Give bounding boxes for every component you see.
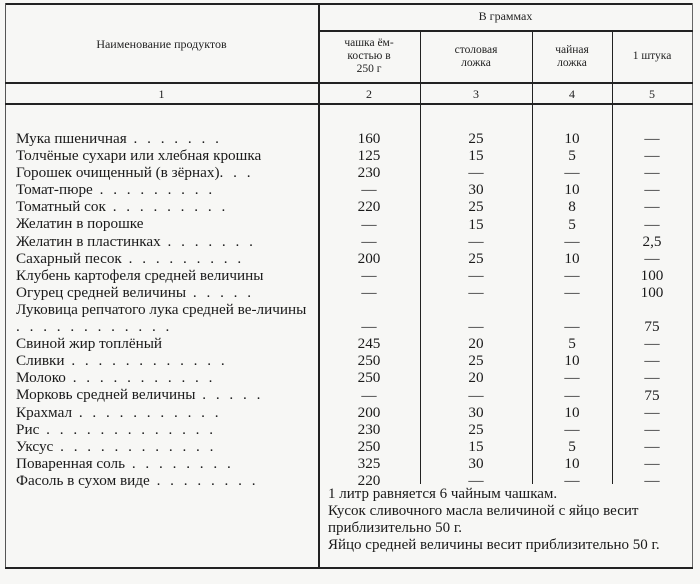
cup-value: 250 — [357, 369, 381, 387]
teaspoon-value: — — [564, 369, 580, 387]
table-row — [0, 335, 700, 352]
column-header-cup: чашка ём- костью в 250 г — [344, 37, 394, 75]
product-name — [16, 472, 316, 489]
leader-dots: . . . . . . . . . . . . — [64, 352, 228, 370]
table-row — [0, 181, 700, 198]
tablespoon-value: — — [468, 386, 484, 404]
leader-dots: . . . . . . . . . . . . — [16, 317, 173, 335]
piece-value: — — [644, 130, 660, 148]
piece-value: 100 — [640, 283, 664, 301]
footnote-liter: 1 литр равняется 6 чайным чашкам. — [328, 486, 558, 502]
piece-value: — — [644, 437, 660, 455]
teaspoon-value: — — [564, 471, 580, 489]
product-name — [16, 421, 316, 438]
product-name-text: Поваренная соль — [16, 454, 126, 472]
cup-value: 220 — [357, 471, 381, 489]
cup-value: 230 — [357, 420, 381, 438]
product-name-text: Огурец средней величины — [16, 283, 187, 301]
leader-dots: . . . . . . . . . . . . . — [39, 420, 217, 438]
column-number-2: 2 — [366, 87, 372, 101]
teaspoon-value: 10 — [564, 352, 580, 370]
group-header-in-grams: В граммах — [478, 9, 533, 23]
product-name — [16, 233, 316, 250]
leader-dots: . . . — [219, 164, 254, 182]
piece-value: 75 — [644, 318, 660, 336]
piece-value: — — [644, 352, 660, 370]
leader-dots: . . . . . — [195, 386, 264, 404]
group-header-divider — [318, 30, 693, 32]
table-row — [0, 147, 700, 164]
column-number-5: 5 — [649, 87, 655, 101]
leader-dots: . . . . . . . . . . . — [65, 369, 216, 387]
cup-value: — — [361, 215, 377, 233]
product-name — [16, 335, 316, 352]
teaspoon-value: 5 — [568, 437, 576, 455]
table-row — [0, 130, 700, 147]
piece-value: — — [644, 454, 660, 472]
cup-value: 125 — [357, 147, 381, 165]
product-name — [16, 250, 316, 267]
footnote-left-border — [318, 485, 320, 568]
header-bottom-line — [5, 82, 693, 84]
cup-value: — — [361, 283, 377, 301]
cup-value: 200 — [357, 403, 381, 421]
product-name-text: Томат-пюре — [16, 181, 93, 199]
leader-dots: . . . . . . . . . — [105, 198, 229, 216]
piece-value: 2,5 — [642, 232, 662, 250]
product-name — [16, 404, 316, 421]
leader-dots: . . . . . . . . — [149, 471, 259, 489]
product-name-text: Желатин в пластинках — [16, 232, 161, 250]
teaspoon-value: 5 — [568, 215, 576, 233]
product-column-header: Наименование продуктов — [96, 37, 227, 51]
footnotes — [328, 486, 690, 554]
tablespoon-value: 20 — [468, 335, 484, 353]
table-bottom-border — [5, 567, 693, 569]
teaspoon-value: — — [564, 232, 580, 250]
tablespoon-value: 15 — [468, 215, 484, 233]
table-row — [0, 352, 700, 369]
product-name — [16, 130, 316, 147]
tablespoon-value: — — [468, 318, 484, 336]
leader-dots: . . . . . . . . — [125, 454, 234, 472]
piece-value: — — [644, 181, 660, 199]
product-name-text: Морковь средней величины — [16, 386, 196, 404]
table-row — [0, 386, 700, 403]
product-name-text: Крахмал — [16, 403, 73, 421]
table-row — [0, 215, 700, 232]
table-row — [0, 267, 700, 284]
product-name-text: Свиной жир топлёный — [16, 335, 163, 353]
product-name — [16, 164, 316, 181]
tablespoon-value: 15 — [468, 147, 484, 165]
cup-value: 160 — [357, 130, 381, 148]
leader-dots: . . . . . . . — [160, 232, 256, 250]
column-number-3: 3 — [473, 87, 479, 101]
cup-value: 245 — [357, 335, 381, 353]
column-header-piece: 1 штука — [632, 50, 672, 62]
piece-value: — — [644, 164, 660, 182]
tablespoon-value: 20 — [468, 369, 484, 387]
teaspoon-value: 10 — [564, 403, 580, 421]
product-name-text: Мука пшеничная — [16, 130, 127, 147]
table-row — [0, 198, 700, 215]
product-name-text: Сахарный песок — [16, 249, 122, 267]
table-row — [0, 421, 700, 438]
table-row — [0, 250, 700, 267]
product-name-text: Толчёные сухари или хлебная крошка — [16, 147, 262, 165]
piece-value: — — [644, 369, 660, 387]
product-name — [16, 215, 316, 232]
tablespoon-value: — — [468, 266, 484, 284]
product-name — [16, 284, 316, 301]
leader-dots: . . . . . . . — [126, 130, 222, 147]
leader-dots: . . . . . . . . . — [92, 181, 216, 199]
cup-value: 325 — [357, 454, 381, 472]
table-row — [0, 301, 700, 335]
product-name-text: Фасоль в сухом виде — [16, 471, 150, 489]
teaspoon-value: 5 — [568, 147, 576, 165]
product-name-text: Томатный сок — [16, 198, 106, 216]
piece-value: — — [644, 147, 660, 165]
table-row — [0, 284, 700, 301]
piece-value: 100 — [640, 266, 664, 284]
teaspoon-value: 10 — [564, 130, 580, 148]
teaspoon-value: — — [564, 386, 580, 404]
cup-value: — — [361, 386, 377, 404]
teaspoon-value: — — [564, 266, 580, 284]
piece-value: — — [644, 198, 660, 216]
tablespoon-value: — — [468, 283, 484, 301]
leader-dots: . . . . . . . . . . . . — [53, 437, 217, 455]
cup-value: 220 — [357, 198, 381, 216]
column-numbers-bottom-line — [5, 103, 693, 105]
piece-value: — — [644, 215, 660, 233]
table-row — [0, 455, 700, 472]
tablespoon-value: 25 — [468, 198, 484, 216]
cup-value: 200 — [357, 249, 381, 267]
tablespoon-value: 30 — [468, 454, 484, 472]
table-top-border — [5, 3, 693, 5]
teaspoon-value: — — [564, 318, 580, 336]
teaspoon-value: 5 — [568, 335, 576, 353]
piece-value: — — [644, 471, 660, 489]
product-name — [16, 147, 316, 164]
leader-dots: . . . . . — [186, 283, 255, 301]
teaspoon-value: 10 — [564, 249, 580, 267]
tablespoon-value: — — [468, 164, 484, 182]
teaspoon-value: 8 — [568, 198, 576, 216]
footnote-egg: Яйцо средней величины весит приблизительно 50 г. — [328, 537, 660, 553]
table-row — [0, 233, 700, 250]
teaspoon-value: — — [564, 420, 580, 438]
table-row — [0, 369, 700, 386]
product-name — [16, 352, 316, 369]
product-name — [16, 181, 316, 198]
product-name — [16, 267, 316, 284]
tablespoon-value: 15 — [468, 437, 484, 455]
tablespoon-value: 30 — [468, 403, 484, 421]
teaspoon-value: — — [564, 283, 580, 301]
cup-value: — — [361, 266, 377, 284]
product-name — [16, 301, 316, 335]
tablespoon-value: 25 — [468, 130, 484, 148]
product-name-text: Клубень картофеля средней величины — [16, 266, 264, 284]
column-number-1: 1 — [158, 87, 165, 101]
tablespoon-value: 30 — [468, 181, 484, 199]
cup-value: — — [361, 181, 377, 199]
cup-value: 250 — [357, 437, 381, 455]
footnote-butter: Кусок сливочного масла величиной с яйцо весит приблизительно 50 г. — [328, 503, 639, 536]
teaspoon-value: 10 — [564, 181, 580, 199]
product-name — [16, 455, 316, 472]
product-name-text: Луковица репчатого лука средней ве-личины — [16, 300, 307, 318]
tablespoon-value: 25 — [468, 249, 484, 267]
column-header-tablespoon: столовая ложка — [454, 44, 498, 69]
tablespoon-value: 25 — [468, 420, 484, 438]
tablespoon-value: — — [468, 471, 484, 489]
teaspoon-value: 10 — [564, 454, 580, 472]
product-name — [16, 198, 316, 215]
piece-value: — — [644, 335, 660, 353]
column-number-4: 4 — [569, 87, 575, 101]
product-name-text: Молоко — [16, 369, 66, 387]
column-header-teaspoon: чайная ложка — [555, 44, 589, 69]
cup-value: 230 — [357, 164, 381, 182]
product-name-text: Уксус — [16, 437, 54, 455]
table-row — [0, 438, 700, 455]
teaspoon-value: — — [564, 164, 580, 182]
product-name-text: Горошек очищенный (в зёрнах) — [16, 164, 220, 182]
piece-value: — — [644, 403, 660, 421]
tablespoon-value: — — [468, 232, 484, 250]
cup-value: — — [361, 232, 377, 250]
piece-value: 75 — [644, 386, 660, 404]
tablespoon-value: 25 — [468, 352, 484, 370]
product-name — [16, 438, 316, 455]
product-name — [16, 386, 316, 403]
leader-dots: . . . . . . . . . — [121, 249, 245, 267]
cup-value: — — [361, 318, 377, 336]
piece-value: — — [644, 249, 660, 267]
product-name-text: Желатин в порошке — [16, 215, 144, 233]
product-name-text: Рис — [16, 420, 40, 438]
table-row — [0, 164, 700, 181]
cup-value: 250 — [357, 352, 381, 370]
product-name-text: Сливки — [16, 352, 65, 370]
product-name — [16, 369, 316, 386]
table-body — [0, 130, 700, 489]
table-row — [0, 404, 700, 421]
leader-dots: . . . . . . . . . . . — [72, 403, 222, 421]
piece-value: — — [644, 420, 660, 438]
